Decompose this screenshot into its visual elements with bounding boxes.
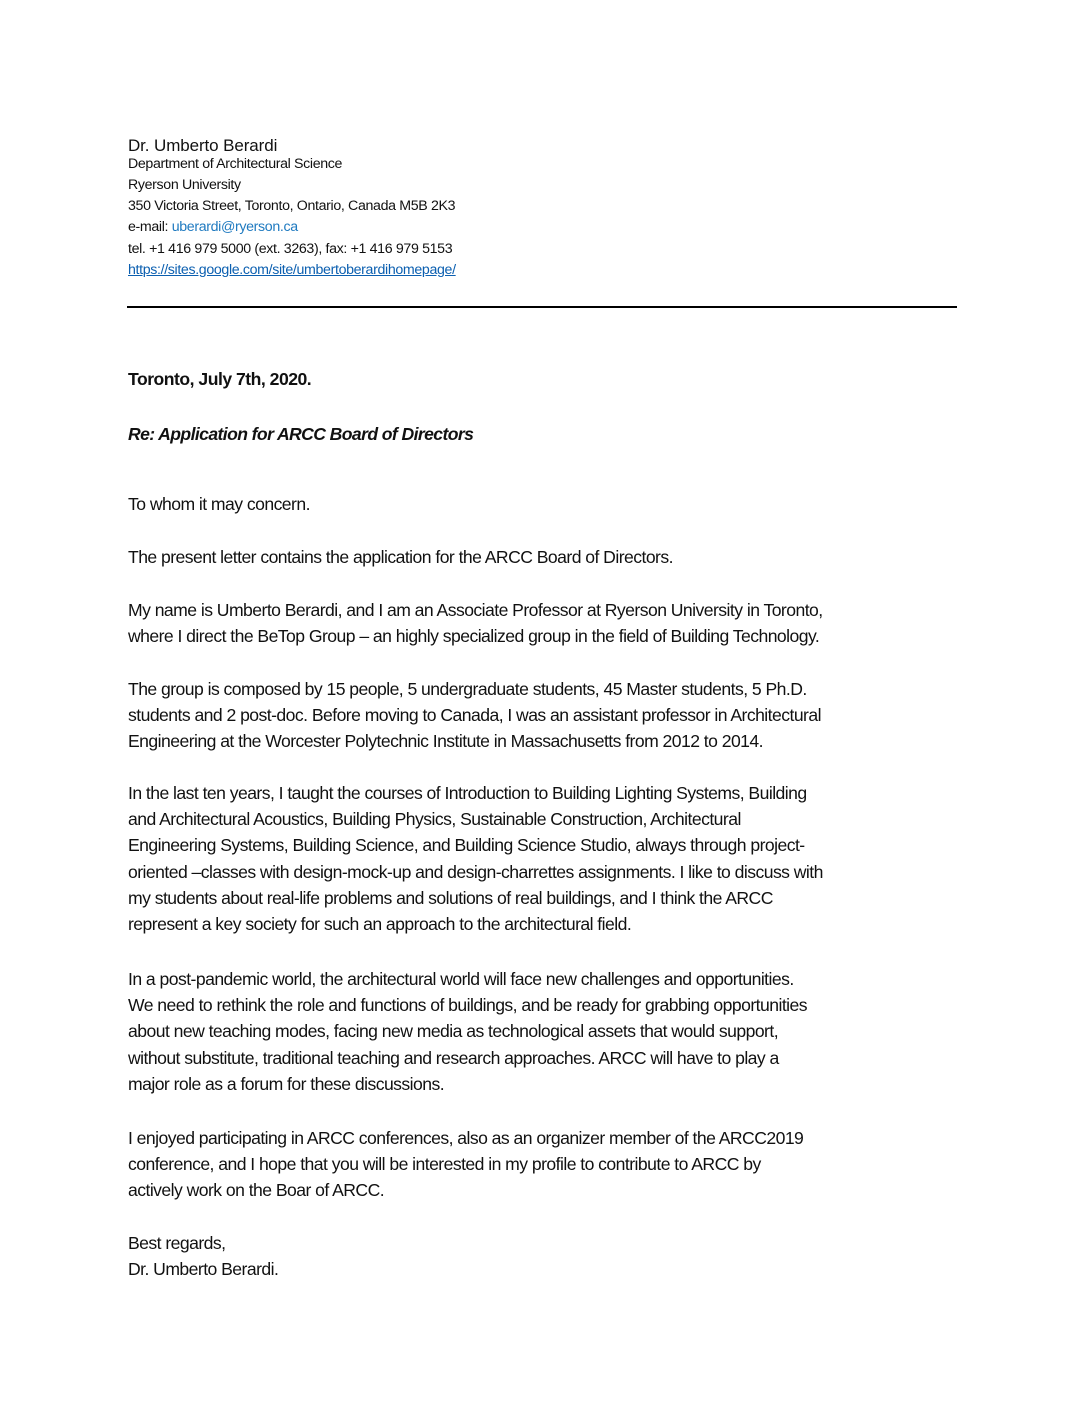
paragraph-post-pandemic [128, 966, 978, 1097]
paragraph-line: We need to rethink the role and functions of buildings, and be ready for grabbing opportunities [128, 995, 808, 1016]
email-link[interactable]: uberardi@ryerson.ca [171, 219, 298, 235]
paragraph-intro [128, 544, 978, 570]
paragraph-line: actively work on the Boar of ARCC. [128, 1180, 385, 1201]
email-label: e-mail: [128, 219, 172, 235]
paragraph-line: where I direct the BeTop Group – an highly specialized group in the field of Building Technology. [128, 626, 820, 647]
paragraph-line: major role as a forum for these discussions. [128, 1073, 445, 1094]
valediction: Best regards, [128, 1233, 226, 1253]
paragraph-teaching [128, 780, 978, 937]
salutation [128, 491, 978, 517]
website-link[interactable]: https://sites.google.com/site/umbertoberardihomepage/ [128, 262, 456, 278]
sender-phone-fax: tel. +1 416 979 5000 (ext. 3263), fax: +1 416 979 5153 [128, 241, 453, 257]
signature: Dr. Umberto Berardi. [128, 1259, 279, 1280]
date-line: Toronto, July 7th, 2020. [128, 369, 312, 389]
paragraph-line: and Architectural Acoustics, Building Physics, Sustainable Construction, Architectural [128, 809, 741, 830]
sender-email-line [128, 219, 298, 235]
paragraph-line: The group is composed by 15 people, 5 undergraduate students, 45 Master students, 5 Ph.D. [128, 679, 807, 699]
paragraph-line: oriented –classes with design-mock-up and design-charrettes assignments. I like to discuss with [128, 861, 823, 882]
paragraph-line: students and 2 post-doc. Before moving to Canada, I was an assistant professor in Architectural [128, 705, 821, 726]
sender-university: Ryerson University [128, 177, 241, 193]
paragraph-line: without substitute, traditional teaching and research approaches. ARCC will have to play a [128, 1047, 779, 1068]
subject-line: Re: Application for ARCC Board of Directors [128, 424, 474, 444]
paragraph-line: my students about real-life problems and solutions of real buildings, and I think the ARCC [128, 887, 773, 908]
paragraph-line: I enjoyed participating in ARCC conferences, also as an organizer member of the ARCC2019 [128, 1128, 804, 1148]
sender-name: Dr. Umberto Berardi [128, 136, 278, 155]
paragraph-line: The present letter contains the application for the ARCC Board of Directors. [128, 547, 673, 567]
closing [128, 1230, 978, 1282]
paragraph-about-me [128, 597, 978, 649]
paragraph-conferences [128, 1125, 978, 1204]
salutation-text: To whom it may concern. [128, 494, 310, 514]
paragraph-line: about new teaching modes, facing new media as technological assets that would support, [128, 1021, 779, 1042]
header-divider [127, 306, 957, 308]
paragraph-line: My name is Umberto Berardi, and I am an Associate Professor at Ryerson University in Toronto, [128, 600, 823, 620]
paragraph-line: conference, and I hope that you will be interested in my profile to contribute to ARCC by [128, 1154, 761, 1175]
paragraph-line: Engineering at the Worcester Polytechnic Institute in Massachusetts from 2012 to 2014. [128, 731, 763, 752]
website-link-line [128, 262, 456, 278]
paragraph-group [128, 676, 978, 755]
paragraph-line: In the last ten years, I taught the courses of Introduction to Building Lighting Systems, Building [128, 783, 807, 803]
paragraph-line: Engineering Systems, Building Science, and Building Science Studio, always through project- [128, 835, 805, 856]
sender-address: 350 Victoria Street, Toronto, Ontario, Canada M5B 2K3 [128, 198, 456, 214]
sender-department: Department of Architectural Science [128, 156, 343, 172]
paragraph-line: In a post-pandemic world, the architectural world will face new challenges and opportunities. [128, 969, 794, 989]
paragraph-line: represent a key society for such an approach to the architectural field. [128, 914, 632, 935]
